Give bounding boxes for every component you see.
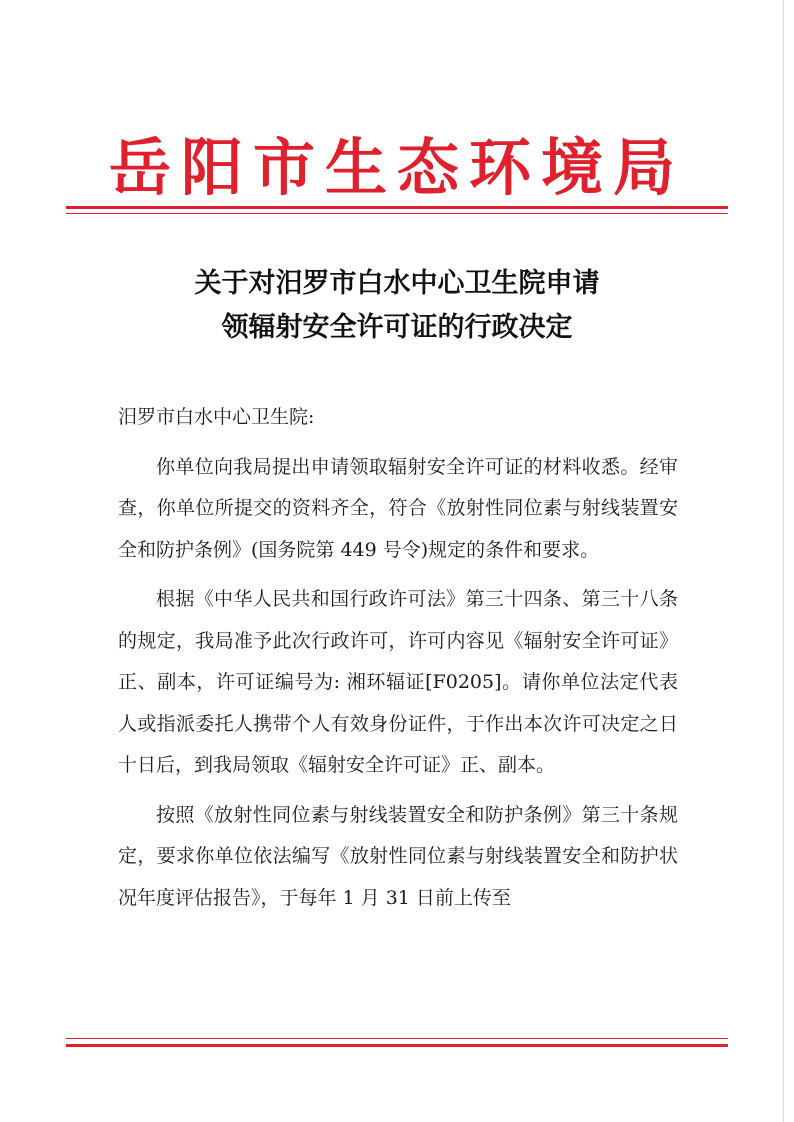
letterhead-divider-thin <box>66 213 728 214</box>
document-title-line-2: 领辐射安全许可证的行政决定 <box>221 312 573 343</box>
footer-divider-thick <box>66 1044 728 1047</box>
footer-divider-thin <box>66 1038 728 1039</box>
document-title <box>0 262 794 350</box>
body-paragraph-3: 按照《放射性同位素与射线装置安全和防护条例》第三十条规定，要求你单位依法编写《放射性同位素与射线装置安全和防护状况年度评估报告》，于每年 1 月 31 日前上传至 <box>118 803 678 909</box>
letterhead-org-name: 岳阳市生态环境局 <box>108 131 685 204</box>
body-paragraph-2: 根据《中华人民共和国行政许可法》第三十四条、第三十八条的规定，我局准予此次行政许可，许可内容见《辐射安全许可证》正、副本，许可证编号为: 湘环辐证[F0205]。请你单位法定代表人或指派委托人携带个人有效身份证件，于作出本次许可决定之日十日后，到我局领取《辐射安全许可证》正、副本。 <box>118 588 678 776</box>
document-title-line-1: 关于对汨罗市白水中心卫生院申请 <box>194 268 600 299</box>
body-paragraph-1: 你单位向我局提出申请领取辐射安全许可证的材料收悉。经审查，你单位所提交的资料齐全，符合《放射性同位素与射线装置安全和防护条例》(国务院第 449 号令)规定的条件和要求。 <box>118 455 678 561</box>
document-body <box>118 397 678 919</box>
addressee: 汨罗市白水中心卫生院: <box>118 406 315 428</box>
letterhead-divider-thick <box>66 206 728 209</box>
